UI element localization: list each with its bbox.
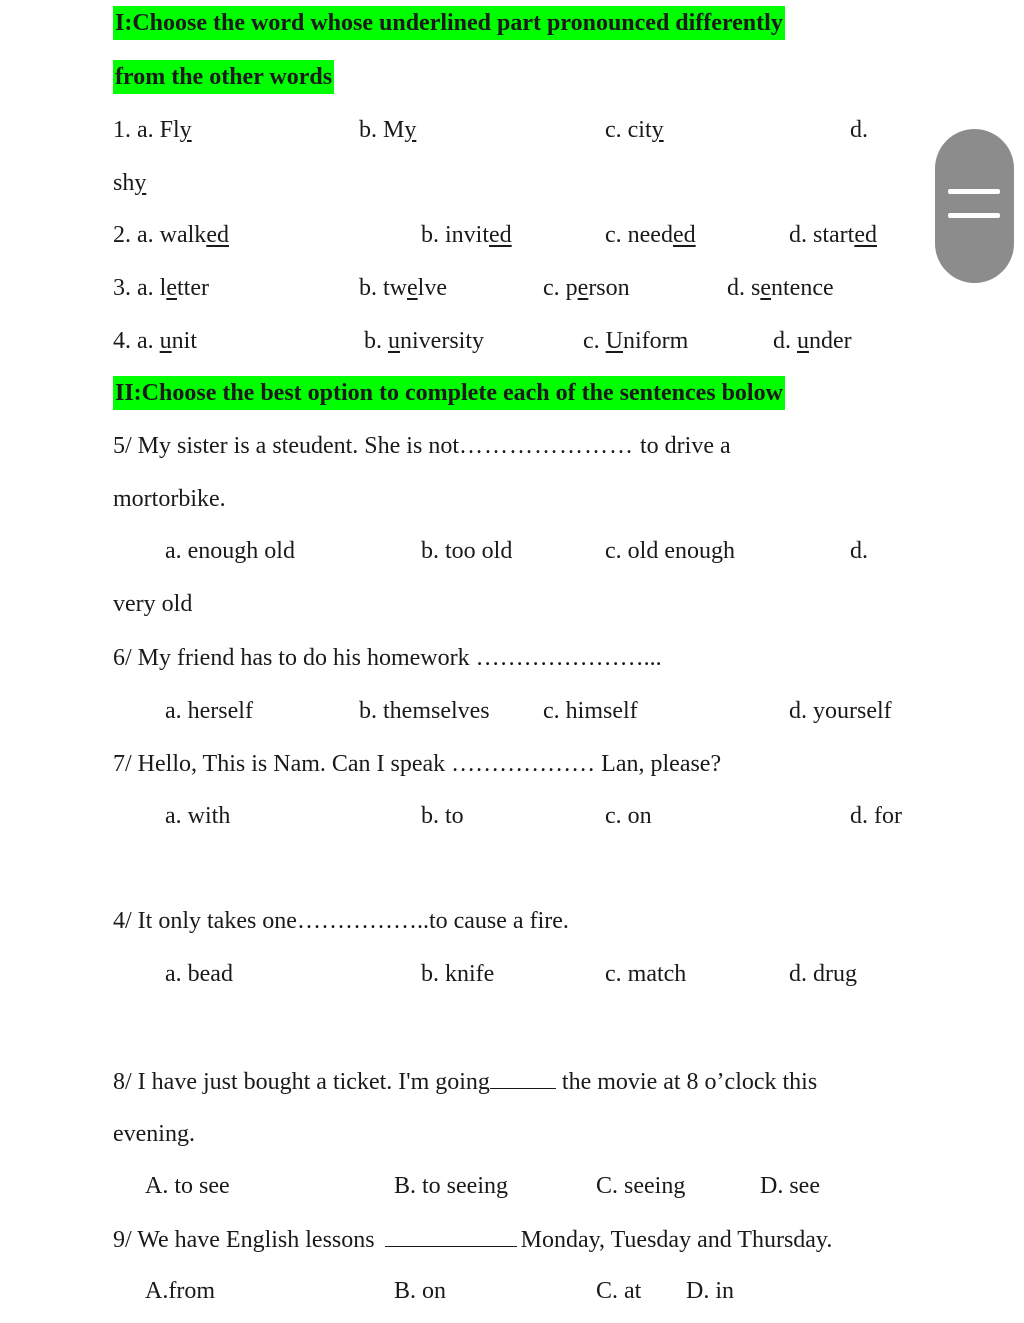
q1-b-text: b. M <box>359 117 405 143</box>
section1-heading-line2: from the other words <box>113 60 334 94</box>
q6-option-b: b. themselves <box>359 698 490 724</box>
q3-option-d <box>727 273 834 303</box>
q6-option-a: a. herself <box>165 698 253 724</box>
q2-d-text: d. start <box>789 222 855 248</box>
q2-option-d <box>789 220 877 250</box>
q3-number: 3. <box>113 275 137 301</box>
q1-option-b <box>359 115 416 145</box>
q1-option-d <box>113 168 146 198</box>
q8-stem <box>113 1066 817 1097</box>
q7-option-b: b. to <box>421 803 464 829</box>
q7-option-d: d. for <box>850 803 902 829</box>
q4-b-pre: b. <box>364 328 388 354</box>
q1-c-underlined: y <box>651 117 664 143</box>
q5-stem <box>113 431 731 461</box>
q3-b-underlined: e <box>407 275 418 301</box>
q5-option-a: a. enough old <box>165 538 295 564</box>
q6-option-c: c. himself <box>543 698 638 724</box>
q5-option-d-label: d. <box>850 538 868 564</box>
q9-stem-pre: 9/ We have English lessons <box>113 1227 381 1253</box>
q1-option-a <box>113 115 192 145</box>
q9-option-c: C. at <box>596 1278 642 1304</box>
q8-option-a: A. to see <box>145 1173 230 1199</box>
q4-c-post: niform <box>623 328 689 354</box>
q3-a-pre: a. l <box>137 275 167 301</box>
q8-stem-pre: 8/ I have just bought a ticket. I'm going <box>113 1069 490 1095</box>
q4-c-pre: c. <box>583 328 606 354</box>
q3-c-underlined: e <box>577 275 589 301</box>
q3-d-pre: d. s <box>727 275 761 301</box>
q4-option-c <box>583 326 688 356</box>
q1-option-d-label: d. <box>850 117 868 143</box>
q4-a-post: nit <box>171 328 197 354</box>
q5-option-d: very old <box>113 591 193 617</box>
q4-d-pre: d. <box>773 328 797 354</box>
q2-option-a <box>113 220 229 250</box>
q7-option-a: a. with <box>165 803 231 829</box>
q1-c-text: c. cit <box>605 117 652 143</box>
q3-c-post: rson <box>588 275 630 301</box>
q3-c-pre: c. p <box>543 275 578 301</box>
q5-stem-post: to drive a <box>633 433 731 459</box>
q2-c-text: c. need <box>605 222 673 248</box>
q8-stem-line2: evening. <box>113 1121 195 1147</box>
q4-c-underlined: U <box>605 328 623 354</box>
q4-a-pre: a. <box>137 328 160 354</box>
q9-option-b: B. on <box>394 1278 447 1304</box>
q4-b-post: niversity <box>400 328 484 354</box>
q1-a-text: a. Fl <box>137 117 180 143</box>
scroll-handle[interactable] <box>935 129 1014 283</box>
q1-b-underlined: y <box>404 117 417 143</box>
q3-a-underlined: e <box>166 275 177 301</box>
q1-d-text: sh <box>113 170 135 196</box>
q4b-option-c: c. match <box>605 961 687 987</box>
q4b-option-d: d. drug <box>789 961 857 987</box>
q4b-option-b: b. knife <box>421 961 495 987</box>
q8-stem-post: the movie at 8 o’clock this <box>555 1069 818 1095</box>
q5-option-c: c. old enough <box>605 538 735 564</box>
q2-a-text: a. walk <box>137 222 207 248</box>
q3-option-c <box>543 273 630 303</box>
q5-stem-pre: 5/ My sister is a steudent. She is not <box>113 433 459 459</box>
q9-stem-post: Monday, Tuesday and Thursday. <box>520 1227 833 1253</box>
q3-b-pre: b. tw <box>359 275 407 301</box>
q2-option-c <box>605 220 696 250</box>
q8-option-b: B. to seeing <box>394 1173 508 1199</box>
q8-blank <box>490 1066 556 1089</box>
q3-d-post: ntence <box>771 275 834 301</box>
q4b-option-a: a. bead <box>165 961 233 987</box>
q4-b-underlined: u <box>388 328 400 354</box>
q9-blank <box>385 1224 517 1247</box>
q4-d-underlined: u <box>797 328 809 354</box>
q8-option-c: C. seeing <box>596 1173 686 1199</box>
q9-stem <box>113 1224 832 1255</box>
q3-option-b <box>359 273 447 303</box>
q3-b-post: lve <box>417 275 447 301</box>
q2-a-underlined: ed <box>206 222 229 248</box>
q2-number: 2. <box>113 222 137 248</box>
q3-option-a <box>113 273 209 303</box>
section1-heading-line1: I:Choose the word whose underlined part pronounced differently <box>113 6 785 40</box>
section2-heading: II:Choose the best option to complete each of the sentences bolow <box>113 376 785 410</box>
q5-option-b: b. too old <box>421 538 513 564</box>
q1-number: 1. <box>113 117 137 143</box>
q7-stem: 7/ Hello, This is Nam. Can I speak ……………… Lan, please? <box>113 751 722 777</box>
q9-option-d: D. in <box>686 1278 734 1304</box>
q5-blank: ………………… <box>458 433 634 459</box>
q2-option-b <box>421 220 512 250</box>
q1-a-underlined: y <box>179 117 192 143</box>
q4-d-post: nder <box>809 328 852 354</box>
q7-option-c: c. on <box>605 803 652 829</box>
q3-d-underlined: e <box>760 275 771 301</box>
q6-option-d: d. yourself <box>789 698 892 724</box>
q5-stem-line2: mortorbike. <box>113 486 226 512</box>
q1-d-underlined: y <box>134 170 147 196</box>
q1-option-c <box>605 115 664 145</box>
q9-option-a: A.from <box>145 1278 215 1304</box>
q2-c-underlined: ed <box>672 222 696 248</box>
q8-option-d: D. see <box>760 1173 820 1199</box>
q6-stem: 6/ My friend has to do his homework …………………... <box>113 645 662 671</box>
q4-number: 4. <box>113 328 137 354</box>
q4-option-d <box>773 326 852 356</box>
q2-b-underlined: ed <box>489 222 512 248</box>
q4-option-a <box>113 326 197 356</box>
q2-b-text: b. invit <box>421 222 490 248</box>
q4-a-underlined: u <box>159 328 172 354</box>
q3-a-post: tter <box>176 275 209 301</box>
q2-d-underlined: ed <box>854 222 877 248</box>
q4-option-b <box>364 326 484 356</box>
q4b-stem: 4/ It only takes one……………..to cause a fire. <box>113 908 569 934</box>
